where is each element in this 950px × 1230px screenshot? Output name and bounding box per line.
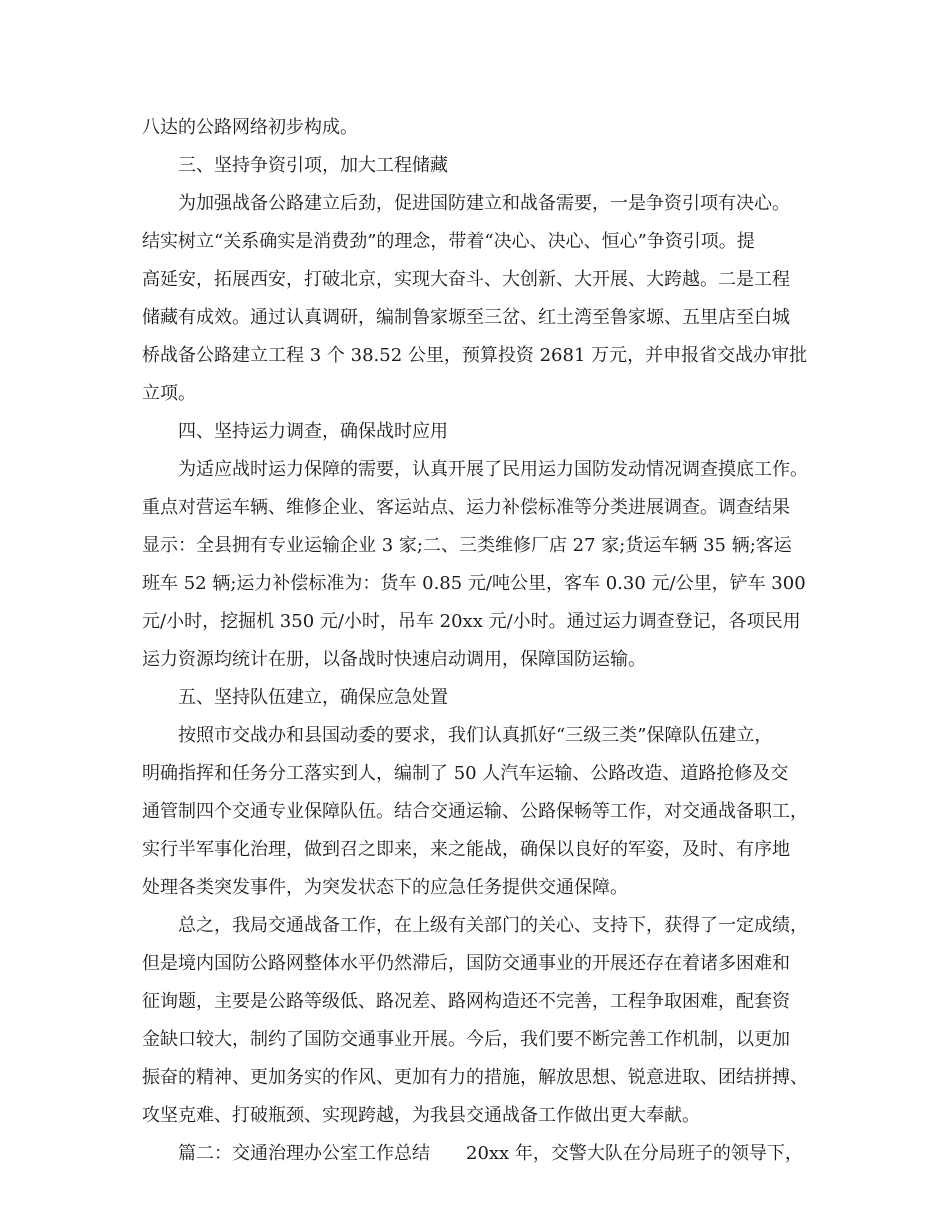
paragraph-line: 为适应战时运力保障的需要，认真开展了民用运力国防发动情况调查摸底工作。 xyxy=(178,459,808,480)
paragraph-line: 金缺口较大，制约了国防交通事业开展。今后，我们要不断完善工作机制，以更加 xyxy=(142,1029,790,1050)
paragraph-line: 通管制四个交通专业保障队伍。结合交通运输、公路保畅等工作，对交通战备职工， xyxy=(142,801,808,822)
paragraph-line: 结实树立“关系确实是消费劲”的理念，带着“决心、决心、恒心”争资引项。提 xyxy=(142,231,755,252)
paragraph-line: 攻坚克难、打破瓶颈、实现跨越，为我县交通战备工作做出更大奉献。 xyxy=(142,1105,700,1126)
paragraph-line: 总之，我局交通战备工作，在上级有关部门的关心、支持下，获得了一定成绩， xyxy=(178,915,808,936)
paragraph-line: 高延安，拓展西安，打破北京，实现大奋斗、大创新、大开展、大跨越。二是工程 xyxy=(142,269,790,290)
section-heading: 四、坚持运力调查，确保战时应用 xyxy=(178,421,448,442)
paragraph-line: 为加强战备公路建立后劲，促进国防建立和战备需要，一是争资引项有决心。 xyxy=(178,193,790,214)
section-heading: 三、坚持争资引项，加大工程储藏 xyxy=(178,155,448,176)
paragraph-line: 运力资源均统计在册，以备战时快速启动调用，保障国防运输。 xyxy=(142,649,646,670)
paragraph-line: 显示：全县拥有专业运输企业 3 家;二、三类维修厂店 27 家;货运车辆 35 辆;客运 xyxy=(142,535,792,556)
paragraph-line: 但是境内国防公路网整体水平仍然滞后，国防交通事业的开展还存在着诸多困难和 xyxy=(142,953,790,974)
paragraph-line: 征询题，主要是公路等级低、路况差、路网构造还不完善，工程争取困难，配套资 xyxy=(142,991,790,1012)
paragraph-line: 按照市交战办和县国动委的要求，我们认真抓好“三级三类”保障队伍建立， xyxy=(178,725,773,746)
paragraph-line: 储藏有成效。通过认真调研，编制鲁家塬至三岔、红土湾至鲁家塬、五里店至白城 xyxy=(142,307,790,328)
paragraph-line: 处理各类突发事件，为突发状态下的应急任务提供交通保障。 xyxy=(142,877,628,898)
paragraph-line: 篇二：交通治理办公室工作总结 20xx 年，交警大队在分局班子的领导下， xyxy=(178,1143,803,1164)
paragraph-line: 立项。 xyxy=(142,383,196,404)
paragraph-line: 桥战备公路建立工程 3 个 38.52 公里，预算投资 2681 万元，并申报省交战办审批 xyxy=(142,345,808,366)
paragraph-line: 八达的公路网络初步构成。 xyxy=(142,117,358,138)
paragraph-line: 班车 52 辆;运力补偿标准为：货车 0.85 元/吨公里，客车 0.30 元/公里，铲车 300 xyxy=(142,573,806,594)
section-heading: 五、坚持队伍建立，确保应急处置 xyxy=(178,687,448,708)
paragraph-line: 元/小时，挖掘机 350 元/小时，吊车 20xx 元/小时。通过运力调查登记，各项民用 xyxy=(142,611,801,632)
paragraph-line: 实行半军事化治理，做到召之即来，来之能战，确保以良好的军姿，及时、有序地 xyxy=(142,839,790,860)
paragraph-line: 振奋的精神、更加务实的作风、更加有力的措施，解放思想、锐意进取、团结拼搏、 xyxy=(142,1067,808,1088)
paragraph-line: 明确指挥和任务分工落实到人，编制了 50 人汽车运输、公路改造、道路抢修及交 xyxy=(142,763,789,784)
paragraph-line: 重点对营运车辆、维修企业、客运站点、运力补偿标准等分类进展调查。调查结果 xyxy=(142,497,790,518)
